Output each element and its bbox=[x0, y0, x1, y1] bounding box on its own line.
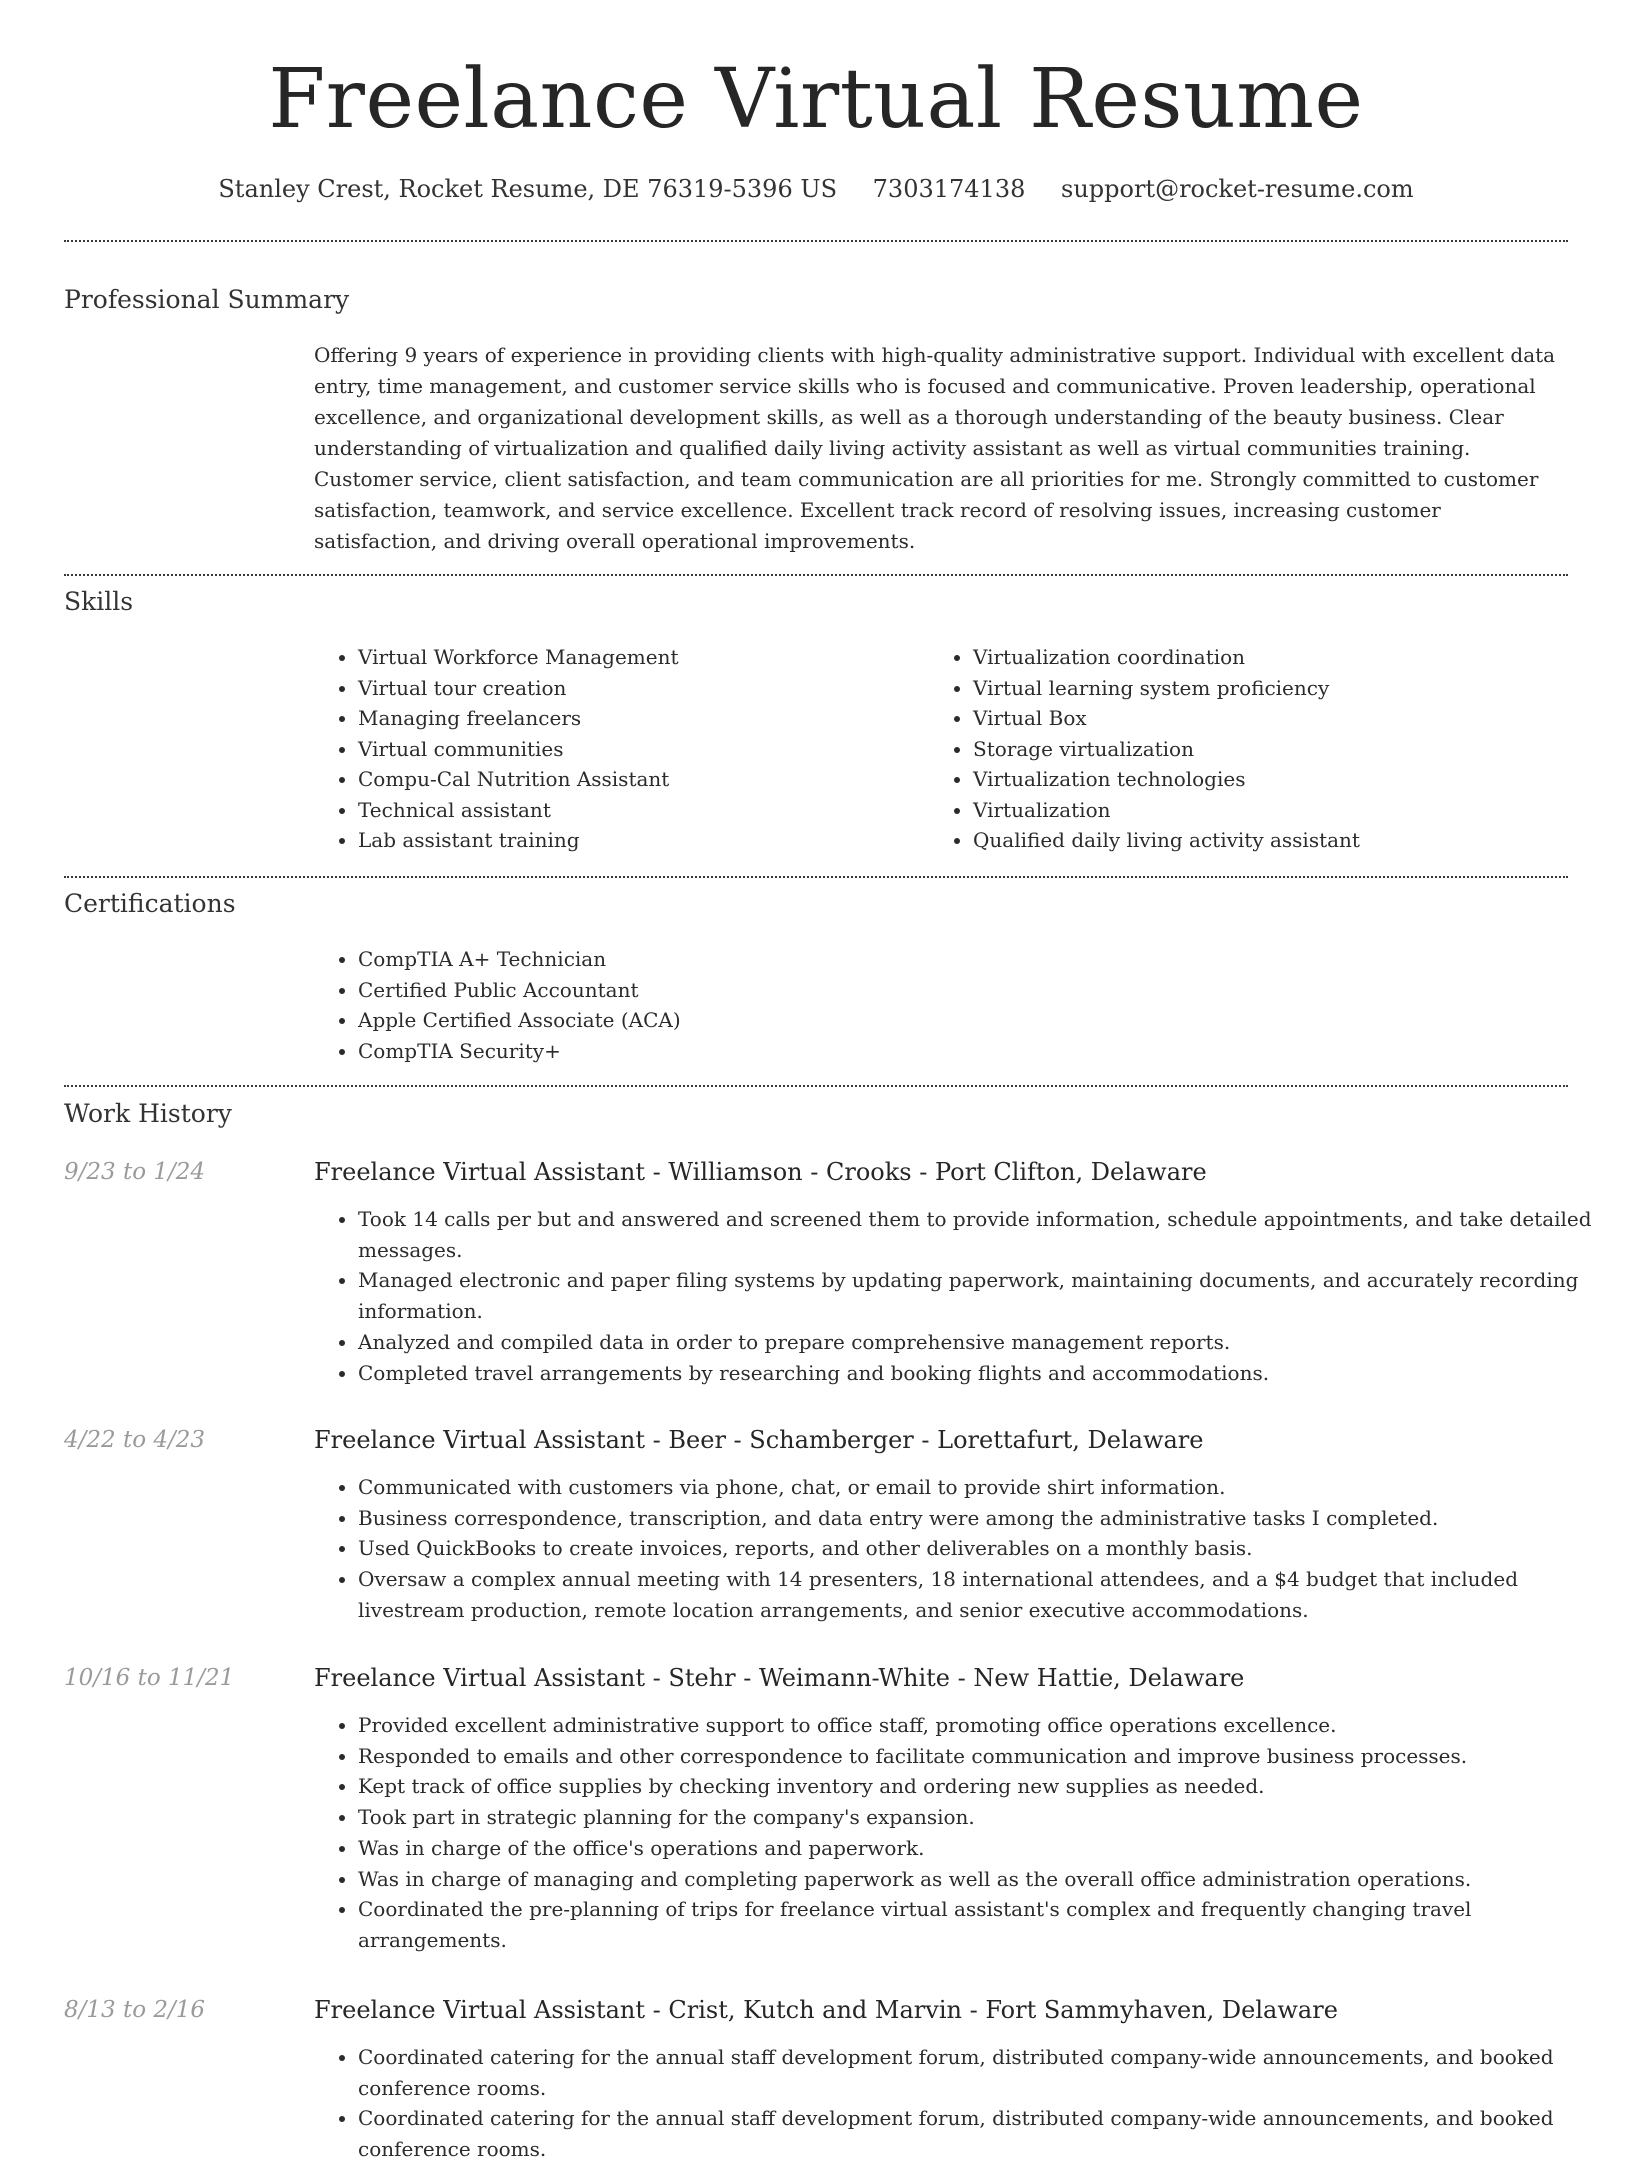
skill-item: • Virtual Workforce Management bbox=[358, 642, 918, 673]
section-title-summary: Professional Summary bbox=[64, 285, 350, 314]
job-bullets bbox=[314, 2042, 1612, 2165]
job-bullet: • Was in charge of managing and completing paperwork as well as the overall office administration operations. bbox=[358, 1864, 1612, 1895]
skill-item: • Virtualization coordination bbox=[973, 642, 1593, 673]
resume-title: Freelance Virtual Resume bbox=[268, 52, 1364, 147]
certification-item: • Apple Certified Associate (ACA) bbox=[358, 1005, 1612, 1036]
certification-item: • CompTIA Security+ bbox=[358, 1036, 1612, 1067]
job-title: Freelance Virtual Assistant - Williamson - Crooks - Port Clifton, Delaware bbox=[314, 1158, 1207, 1186]
job-bullet: • Responded to emails and other correspondence to facilitate communication and improve business processes. bbox=[358, 1741, 1612, 1772]
divider bbox=[64, 1085, 1568, 1087]
skills-list-left bbox=[314, 642, 918, 856]
job-bullet: • Oversaw a complex annual meeting with 14 presenters, 18 international attendees, and a $4 budget that included livestream production, remote location arrangements, and senior executive accommodations. bbox=[358, 1564, 1612, 1625]
job-dates: 4/22 to 4/23 bbox=[64, 1427, 206, 1453]
section-title-certifications: Certifications bbox=[64, 889, 236, 918]
job-dates: 9/23 to 1/24 bbox=[64, 1159, 206, 1185]
skill-item: • Qualified daily living activity assistant bbox=[973, 825, 1593, 856]
summary-text: Offering 9 years of experience in providing clients with high-quality administrative support. Individual with excellent data entry, time management, and customer service skills who is focused and communicative. Proven leadership, operational excellence, and organizational development skills, as well as a thorough understanding of the beauty business. Clear understanding of virtualization and qualified daily living activity assistant as well as virtual communities training. Customer service, client satisfaction, and team communication are all priorities for me. Strongly committed to customer satisfaction, teamwork, and service excellence. Excellent track record of resolving issues, increasing customer satisfaction, and driving overall operational improvements. bbox=[314, 343, 1556, 553]
contact-phone: 7303174138 bbox=[872, 175, 1026, 203]
skill-item: • Technical assistant bbox=[358, 795, 918, 826]
job-dates: 10/16 to 11/21 bbox=[64, 1665, 235, 1691]
job-bullet: • Kept track of office supplies by checking inventory and ordering new supplies as needed. bbox=[358, 1771, 1612, 1802]
divider bbox=[64, 876, 1568, 878]
contact-address: Stanley Crest, Rocket Resume, DE 76319-5396 US bbox=[218, 175, 838, 203]
job-bullets bbox=[314, 1204, 1612, 1388]
divider bbox=[64, 240, 1568, 242]
job-bullet: • Communicated with customers via phone, chat, or email to provide shirt information. bbox=[358, 1472, 1612, 1503]
skill-item: • Virtual learning system proficiency bbox=[973, 673, 1593, 704]
section-title-skills: Skills bbox=[64, 587, 134, 616]
job-title: Freelance Virtual Assistant - Beer - Schamberger - Lorettafurt, Delaware bbox=[314, 1426, 1204, 1454]
job-bullet: • Analyzed and compiled data in order to prepare comprehensive management reports. bbox=[358, 1327, 1612, 1358]
certification-item: • CompTIA A+ Technician bbox=[358, 944, 1612, 975]
job-bullet: • Coordinated the pre-planning of trips for freelance virtual assistant's complex and frequently changing travel arrangements. bbox=[358, 1894, 1612, 1955]
skill-item: • Compu-Cal Nutrition Assistant bbox=[358, 764, 918, 795]
contact-email: support@rocket-resume.com bbox=[1061, 175, 1414, 203]
job-bullet: • Coordinated catering for the annual staff development forum, distributed company-wide announcements, and booked conference rooms. bbox=[358, 2042, 1612, 2103]
job-bullets bbox=[314, 1472, 1612, 1626]
skill-item: • Virtualization technologies bbox=[973, 764, 1593, 795]
skill-item: • Managing freelancers bbox=[358, 703, 918, 734]
skill-item: • Virtual tour creation bbox=[358, 673, 918, 704]
skills-list-right bbox=[929, 642, 1593, 856]
divider bbox=[64, 574, 1568, 576]
job-dates: 8/13 to 2/16 bbox=[64, 1997, 206, 2023]
job-bullet: • Took 14 calls per but and answered and screened them to provide information, schedule appointments, and take detailed messages. bbox=[358, 1204, 1612, 1265]
skill-item: • Virtualization bbox=[973, 795, 1593, 826]
job-bullet: • Coordinated catering for the annual staff development forum, distributed company-wide announcements, and booked conference rooms. bbox=[358, 2103, 1612, 2164]
section-title-work-history: Work History bbox=[64, 1099, 232, 1128]
job-bullet: • Managed electronic and paper filing systems by updating paperwork, maintaining documents, and accurately recording information. bbox=[358, 1265, 1612, 1326]
skill-item: • Virtual Box bbox=[973, 703, 1593, 734]
skill-item: • Virtual communities bbox=[358, 734, 918, 765]
skill-item: • Storage virtualization bbox=[973, 734, 1593, 765]
skill-item: • Lab assistant training bbox=[358, 825, 918, 856]
certification-item: • Certified Public Accountant bbox=[358, 975, 1612, 1006]
contact-line bbox=[0, 173, 1632, 205]
job-bullet: • Was in charge of the office's operations and paperwork. bbox=[358, 1833, 1612, 1864]
job-bullet: • Provided excellent administrative support to office staff, promoting office operations excellence. bbox=[358, 1710, 1612, 1741]
job-title: Freelance Virtual Assistant - Stehr - Weimann-White - New Hattie, Delaware bbox=[314, 1664, 1245, 1692]
job-bullet: • Took part in strategic planning for the company's expansion. bbox=[358, 1802, 1612, 1833]
job-bullet: • Completed travel arrangements by researching and booking flights and accommodations. bbox=[358, 1358, 1612, 1389]
job-bullet: • Business correspondence, transcription, and data entry were among the administrative tasks I completed. bbox=[358, 1503, 1612, 1534]
certifications-list bbox=[314, 944, 1612, 1066]
job-bullets bbox=[314, 1710, 1612, 1956]
job-title: Freelance Virtual Assistant - Crist, Kutch and Marvin - Fort Sammyhaven, Delaware bbox=[314, 1996, 1338, 2024]
job-bullet: • Used QuickBooks to create invoices, reports, and other deliverables on a monthly basis. bbox=[358, 1533, 1612, 1564]
